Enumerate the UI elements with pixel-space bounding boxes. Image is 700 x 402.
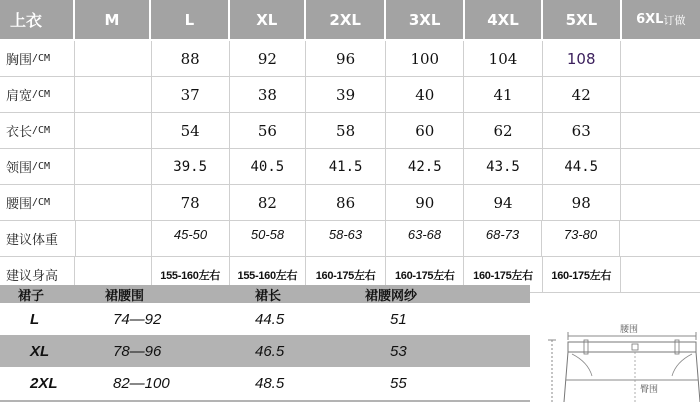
- size-value-cell: 73-80: [542, 221, 620, 256]
- hip-label: 臀围: [640, 385, 659, 395]
- size-value-cell: 160-175左右: [464, 257, 542, 292]
- measure-name: 建议体重: [6, 233, 59, 248]
- header-size-4xl: 4XL: [465, 0, 543, 39]
- size-value-cell: 39: [306, 77, 386, 112]
- size-value-cell: [75, 149, 151, 184]
- row-label: [0, 113, 75, 148]
- size-value-cell: 63-68: [386, 221, 464, 256]
- size-value-cell: [621, 113, 700, 148]
- skirt-measurement-diagram: [540, 318, 700, 402]
- skirt-waist: 78—96: [113, 342, 162, 360]
- size-value-cell: 88: [152, 41, 230, 76]
- top-table-row: [0, 185, 700, 221]
- skirt-waist: 74—92: [113, 310, 162, 328]
- header-size-xl: XL: [230, 0, 306, 39]
- size-value-cell: 50-58: [230, 221, 306, 256]
- size-value-cell: 78: [152, 185, 230, 220]
- size-value-cell: 54: [152, 113, 230, 148]
- size-value-cell: 86: [306, 185, 386, 220]
- skirt-size: 2XL: [30, 374, 58, 392]
- skirt-length: 48.5: [255, 374, 285, 392]
- size-value-cell: 98: [543, 185, 621, 220]
- size-value-cell: [621, 41, 700, 76]
- size-value-cell: 41: [464, 77, 542, 112]
- measure-unit: /CM: [32, 53, 51, 64]
- size-value-cell: 92: [230, 41, 306, 76]
- top-table-row: [0, 221, 700, 257]
- measure-name: 胸围: [6, 53, 33, 68]
- size-value-cell: 58-63: [306, 221, 386, 256]
- size-value-cell: [620, 221, 700, 256]
- skirt-size: XL: [30, 342, 50, 360]
- size-value-cell: 155-160左右: [230, 257, 306, 292]
- top-table-row: [0, 149, 700, 185]
- size-value-cell: 82: [230, 185, 306, 220]
- measure-unit: /CM: [32, 125, 51, 136]
- size-value-cell: 39.5: [152, 149, 230, 184]
- size-value-cell: [75, 41, 151, 76]
- size-value-cell: 41.5: [306, 149, 386, 184]
- skirt-header-length: 裙长: [255, 287, 282, 303]
- size-value-cell: 40.5: [230, 149, 306, 184]
- size-value-cell: 38: [230, 77, 306, 112]
- size-value-cell: 62: [464, 113, 542, 148]
- size-value-cell: [621, 257, 700, 292]
- header-size-l: L: [151, 0, 229, 39]
- size-value-cell: 37: [152, 77, 230, 112]
- size-value-cell: [75, 185, 151, 220]
- measure-unit: /CM: [32, 197, 51, 208]
- size-value-cell: 155-160左右: [152, 257, 230, 292]
- size-value-cell: 160-175左右: [543, 257, 621, 292]
- size-value-cell: [76, 221, 152, 256]
- header-size-m: M: [75, 0, 151, 39]
- top-table-row: [0, 113, 700, 149]
- measure-name: 建议身高: [6, 269, 59, 284]
- row-label: [0, 149, 75, 184]
- row-label: [0, 77, 75, 112]
- top-table-body: [0, 41, 700, 293]
- skirt-size: L: [30, 310, 40, 328]
- size-value-cell: [75, 113, 151, 148]
- top-table-row: [0, 77, 700, 113]
- skirt-length: 46.5: [255, 342, 285, 360]
- size-value-cell: [621, 149, 700, 184]
- skirt-row: [0, 367, 530, 399]
- size-value-cell: 42: [543, 77, 621, 112]
- skirt-mesh: 53: [390, 342, 407, 360]
- size-value-cell: 90: [386, 185, 464, 220]
- header-size-6xl: 6XL: [636, 12, 664, 27]
- header-size-5xl: 5XL: [543, 0, 621, 39]
- skirt-mesh: 55: [390, 374, 407, 392]
- size-value-cell: 43.5: [464, 149, 542, 184]
- size-value-cell: [75, 77, 151, 112]
- size-value-cell: 42.5: [386, 149, 464, 184]
- size-value-cell: 45-50: [152, 221, 230, 256]
- size-value-cell: 60: [386, 113, 464, 148]
- skirt-row: [0, 303, 530, 335]
- skirt-waist: 82—100: [113, 374, 170, 392]
- size-value-cell: 40: [386, 77, 464, 112]
- measure-unit: /CM: [32, 89, 51, 100]
- size-value-cell: 96: [306, 41, 386, 76]
- size-value-cell: 63: [543, 113, 621, 148]
- measure-name: 肩宽: [6, 89, 33, 104]
- measure-name: 领围: [6, 161, 33, 176]
- top-table-row: [0, 41, 700, 77]
- row-label: [0, 41, 75, 76]
- skirt-header-size: 裙子: [18, 287, 45, 303]
- size-value-cell: 44.5: [543, 149, 621, 184]
- measure-name: 衣长: [6, 125, 33, 140]
- size-value-cell: 58: [306, 113, 386, 148]
- size-value-cell: 94: [464, 185, 542, 220]
- skirt-table-header-row: [0, 285, 530, 303]
- size-value-cell: 100: [386, 41, 464, 76]
- header-custom-suffix: 订做: [663, 13, 686, 27]
- skirt-mesh: 51: [390, 310, 407, 328]
- header-size-3xl: 3XL: [386, 0, 464, 39]
- size-value-cell: 56: [230, 113, 306, 148]
- skirt-size-table: [0, 285, 530, 399]
- skirt-row: [0, 335, 530, 367]
- skirt-length: 44.5: [255, 310, 285, 328]
- header-category: 上衣: [0, 0, 75, 39]
- size-value-cell: [621, 185, 700, 220]
- skirt-header-waist: 裙腰围: [105, 287, 145, 303]
- measure-name: 腰围: [6, 197, 33, 212]
- row-label: [0, 185, 75, 220]
- size-value-cell: 104: [464, 41, 542, 76]
- size-value-cell: 160-175左右: [386, 257, 464, 292]
- skirt-header-mesh: 裙腰网纱: [365, 287, 418, 303]
- header-size-6xl-custom: [622, 0, 700, 39]
- header-size-2xl: 2XL: [306, 0, 386, 39]
- size-value-cell: 68-73: [464, 221, 542, 256]
- top-table-header-row: [0, 0, 700, 41]
- measure-unit: /CM: [32, 161, 51, 172]
- waist-label: 腰围: [620, 325, 639, 335]
- size-value-cell: 160-175左右: [306, 257, 386, 292]
- row-label: [0, 221, 76, 256]
- size-value-cell: [621, 77, 700, 112]
- size-value-cell: 108: [543, 41, 621, 76]
